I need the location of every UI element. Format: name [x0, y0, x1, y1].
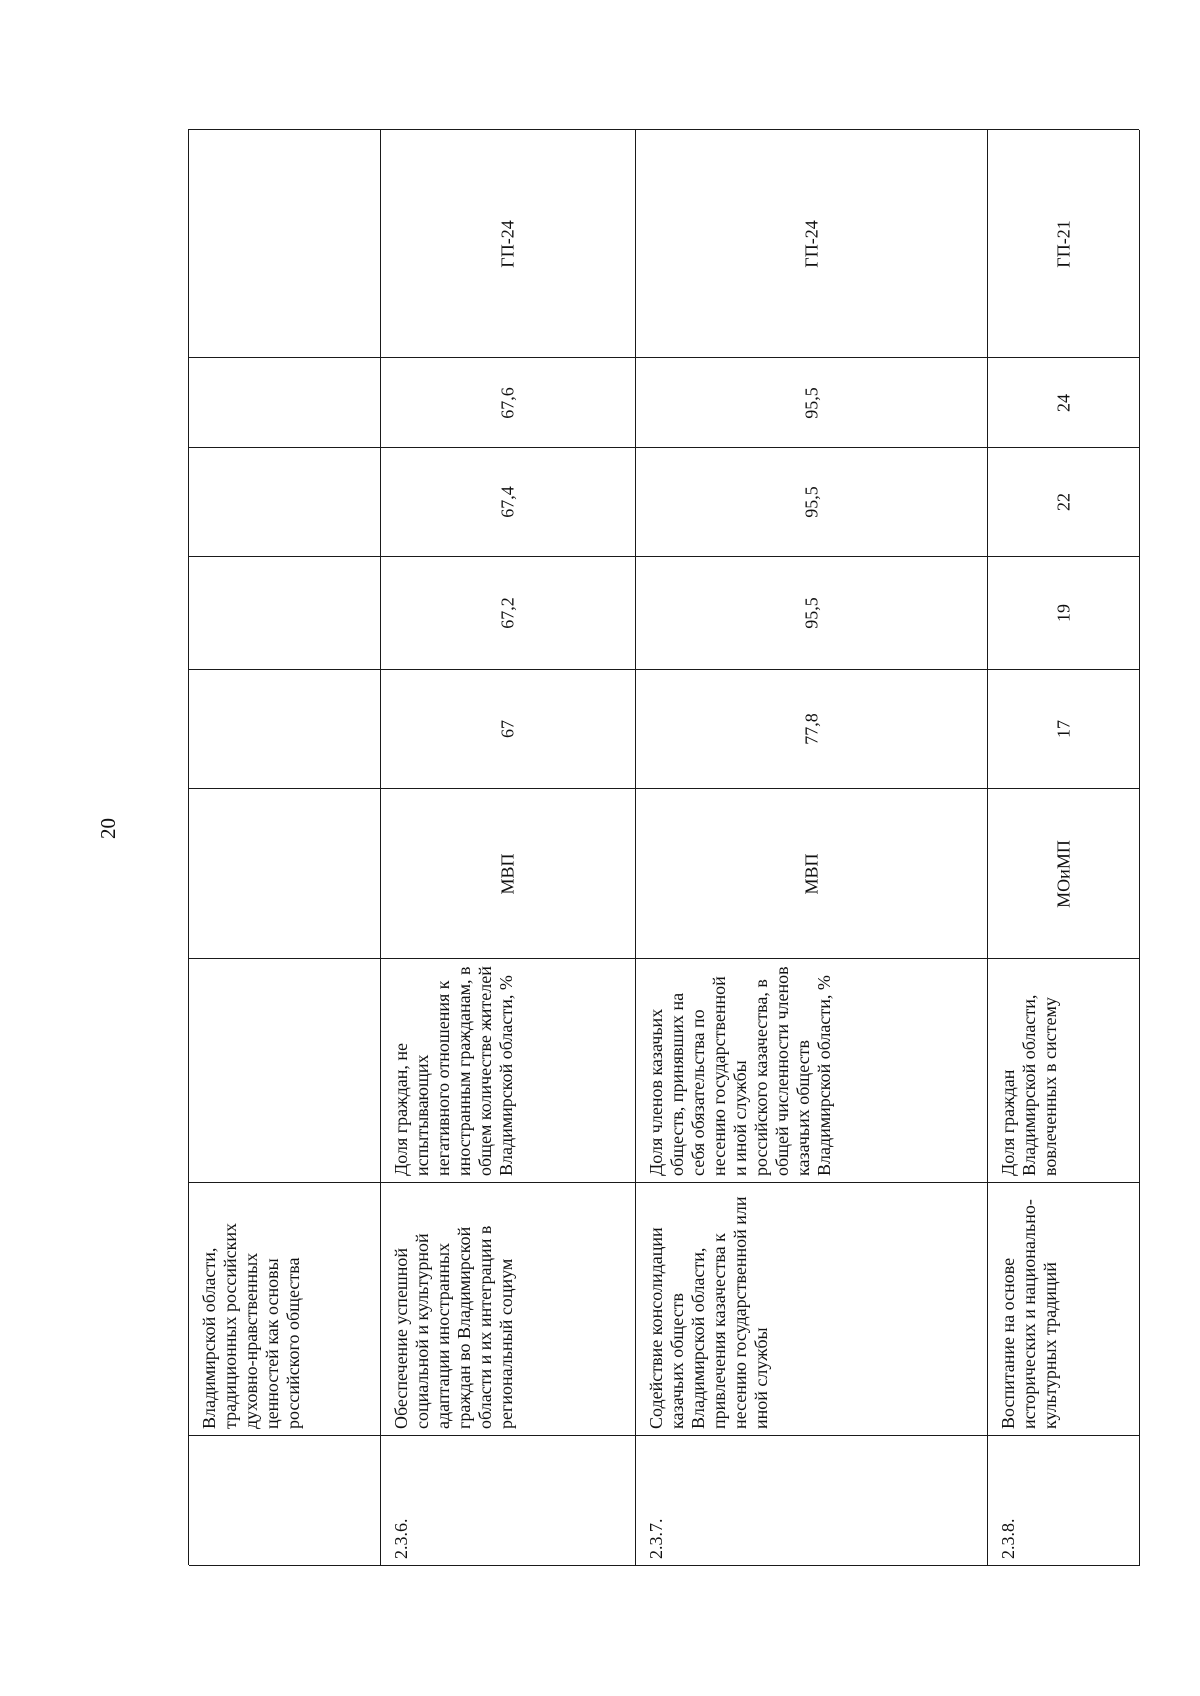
executor-text: МВП — [801, 852, 821, 895]
value-text: 95,5 — [801, 486, 821, 518]
executor-text: МВП — [497, 852, 518, 895]
value-text: 19 — [1053, 604, 1073, 622]
value-text: 24 — [1053, 393, 1073, 412]
program-text: ГП-21 — [1053, 219, 1073, 268]
value-text: 22 — [1053, 493, 1073, 511]
value-text: 17 — [1053, 720, 1073, 738]
task-text: Обеспечение успешной социальной и культурной адаптации иностранных граждан во Владимирской области и их интеграции в региональный социум — [391, 1225, 516, 1429]
value-text: 67 — [497, 720, 518, 738]
page-number — [95, 808, 121, 848]
rownum-text: 2.3.7. — [646, 1518, 666, 1559]
executor-text: МОиМП — [1053, 839, 1073, 908]
rownum-text: 2.3.6. — [391, 1518, 411, 1559]
rotated-table — [188, 129, 1139, 1565]
value-text: 67,6 — [497, 386, 518, 419]
value-text: 95,5 — [801, 597, 821, 629]
program-text: ГП-24 — [497, 219, 518, 268]
indicator-text: Доля граждан Владимирской области, вовлеченных в систему — [998, 994, 1060, 1176]
task-text: Воспитание на основе исторических и национально-культурных традиций — [998, 1199, 1060, 1429]
page-number-text: 20 — [95, 817, 120, 839]
value-text: 95,5 — [801, 386, 821, 419]
value-text: 67,4 — [497, 486, 518, 518]
rownum-text: 2.3.8. — [998, 1518, 1018, 1559]
task-text: Содействие консолидации казачьих обществ Владимирской области, привлечения казачества к несению государственной или иной службы — [646, 1196, 771, 1429]
indicator-text: Доля членов казачьих обществ, принявших на себя обязательства по несению государственной и иной службы российского казачества, в общей численности членов казачьих обществ Владимирской области, % — [646, 966, 834, 1176]
indicator-text: Доля граждан, не испытывающих негативного отношения к иностранным гражданам, в общем количестве жителей Владимирской области, % — [391, 966, 516, 1176]
value-text: 77,8 — [801, 713, 821, 745]
program-text: ГП-24 — [801, 219, 821, 268]
value-text: 67,2 — [497, 597, 518, 629]
task-text: Владимирской области, традиционных российских духовно-нравственных ценностей как основы российского общества — [199, 1222, 303, 1429]
